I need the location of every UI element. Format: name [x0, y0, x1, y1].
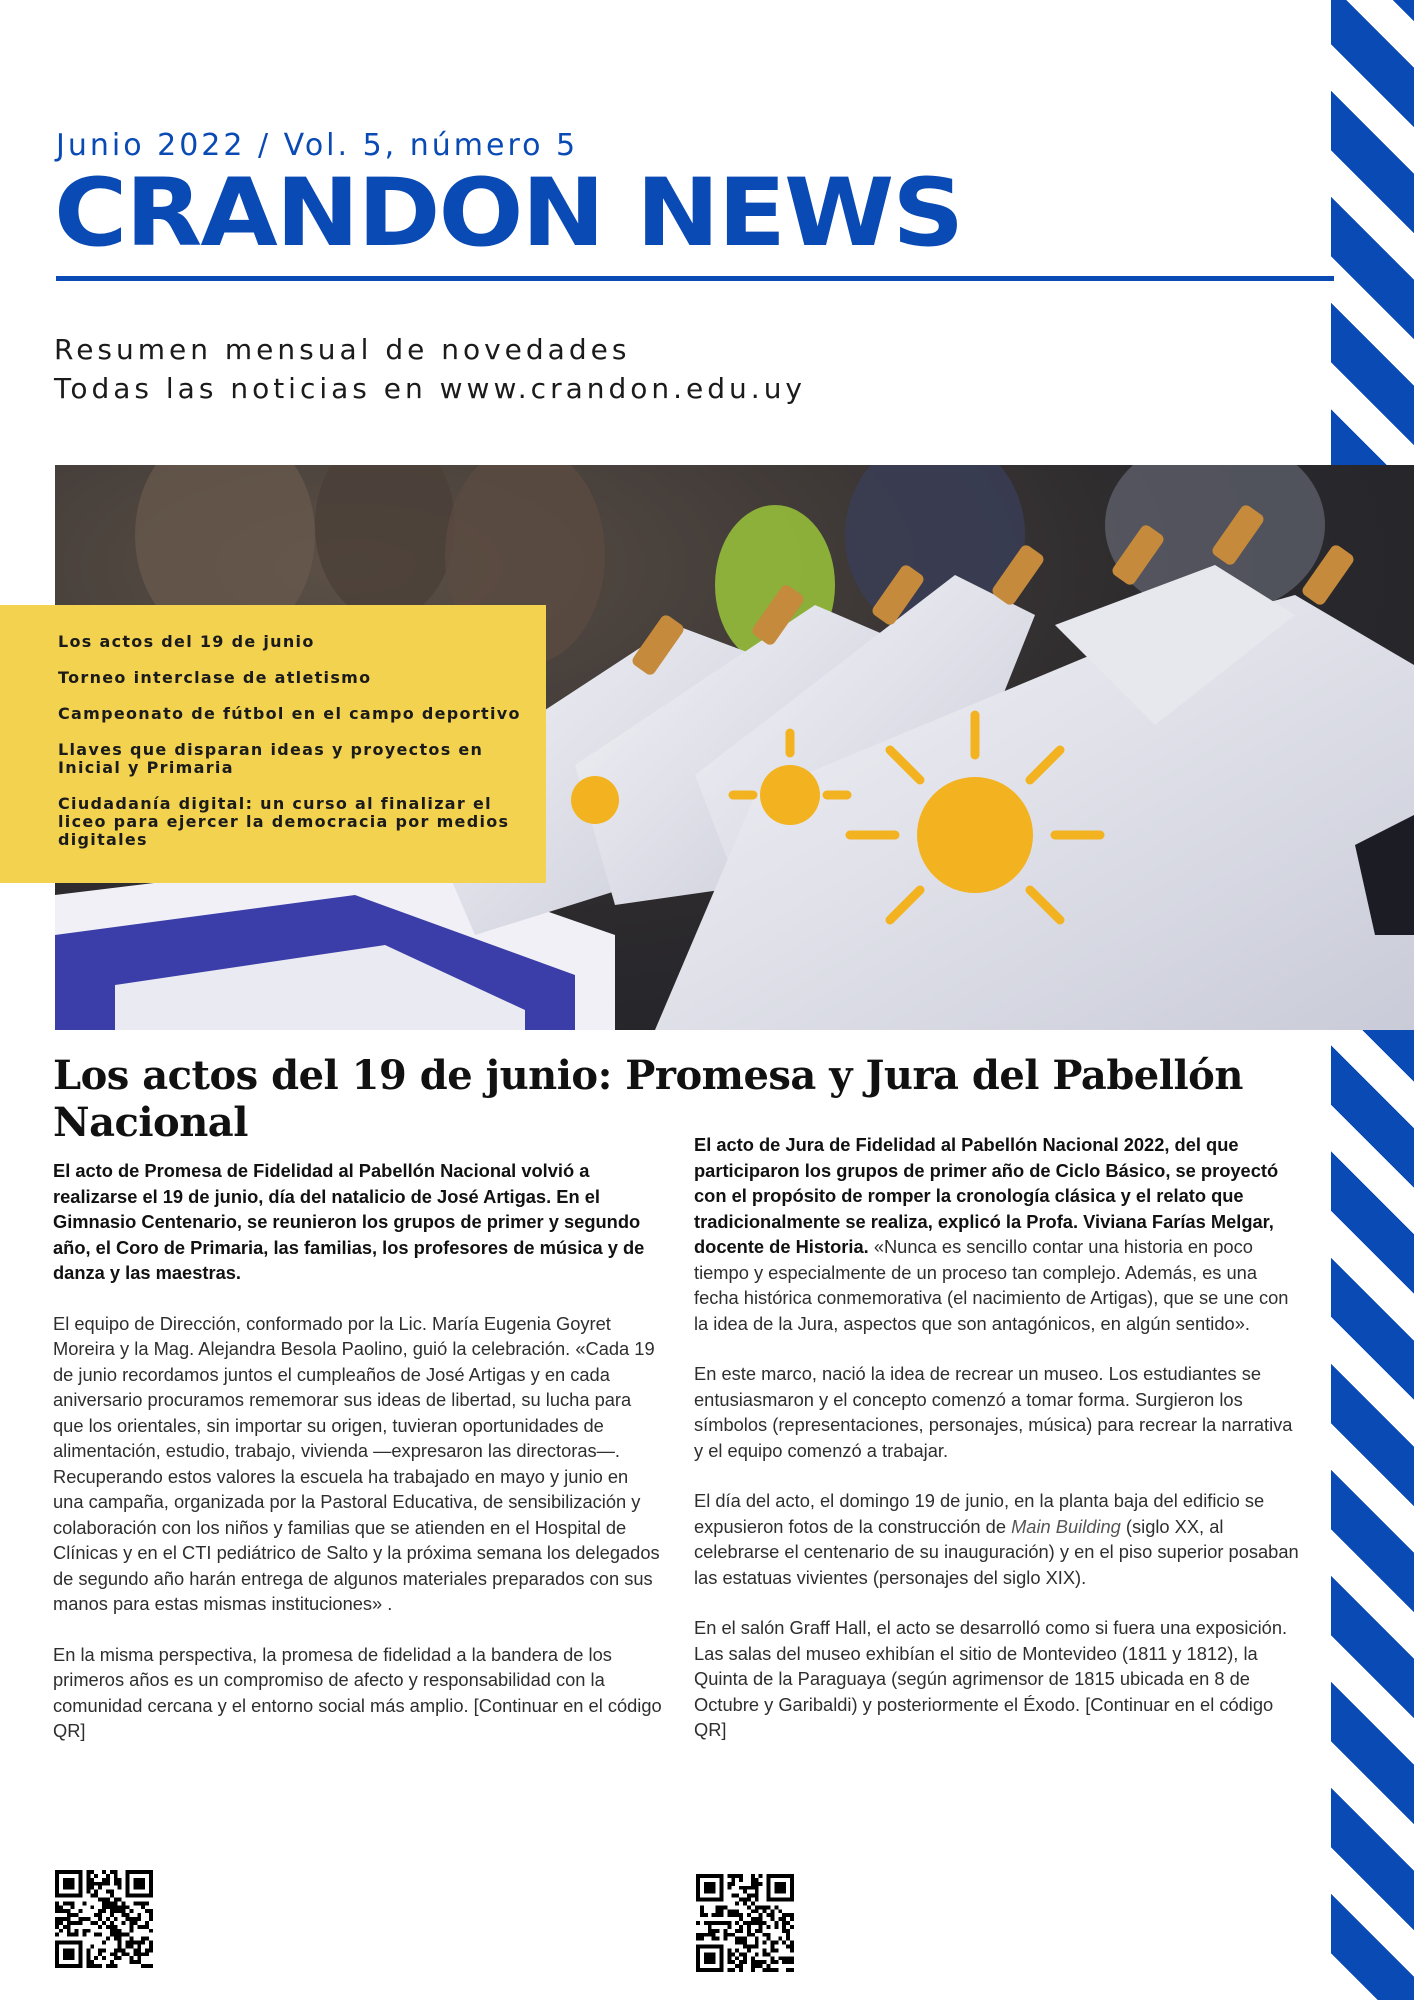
- toc-item[interactable]: Los actos del 19 de junio: [58, 632, 315, 651]
- toc-item[interactable]: Torneo interclase de atletismo: [58, 668, 372, 687]
- article-paragraph: En este marco, nació la idea de recrear un museo. Los estudiantes se entusiasmaron y el concepto comenzó a tomar forma. Surgieron los símbolos (representaciones, personajes, música) para recrear la narrativa y el equipo comenzó a trabajar.: [694, 1363, 1293, 1461]
- building-name: Main Building: [1011, 1515, 1121, 1537]
- article-headline: Los actos del 19 de junio: Promesa y Jura del Pabellón Nacional: [53, 1052, 1243, 1146]
- article-paragraph: En la misma perspectiva, la promesa de fidelidad a la bandera de los primeros años es un compromiso de afecto y responsabilidad con la comunidad cercana y el entorno social más amplio. [Continuar en el código QR]: [53, 1643, 662, 1741]
- tagline-website[interactable]: Todas las noticias en www.crandon.edu.uy: [54, 372, 807, 405]
- toc-item[interactable]: Ciudadanía digital: un curso al finalizar el liceo para ejercer la democracia por medios digitales: [58, 794, 510, 849]
- article-column-right: [694, 1132, 1306, 1768]
- qr-code-left[interactable]: [55, 1870, 153, 1968]
- tagline: [54, 330, 806, 408]
- article-paragraph: [694, 1488, 1306, 1590]
- tagline-summary: Resumen mensual de novedades: [54, 333, 631, 366]
- masthead-title: CRANDON NEWS: [54, 157, 963, 268]
- issue-line: Junio 2022 / Vol. 5, número 5: [56, 128, 579, 163]
- paragraph-text: El día del acto, el domingo 19 de junio, en la planta baja del edificio se expusieron fotos de la construcción de: [694, 1490, 1265, 1537]
- lead-text: El acto de Jura de Fidelidad al Pabellón Nacional 2022, del que participaron los grupos de primer año de Ciclo Básico, se proyectó con el propósito de romper la cronología clásica y el relato que tradicionalmente se realiza, explicó la Profa. Viviana Farías Melgar, docente de Historia.: [694, 1134, 1279, 1257]
- quote-text: «Nunca es sencillo contar una historia en poco tiempo y especialmente de un proceso tan complejo. Además, es una fecha histórica conmemorativa (el nacimiento de Artigas), que se une con la idea de la Jura, aspectos que son antagónicos, en algún sentido».: [694, 1236, 1289, 1334]
- article-column-left: [53, 1158, 663, 1769]
- article-lead-paragraph: El acto de Promesa de Fidelidad al Pabellón Nacional volvió a realizarse el 19 de junio, día del natalicio de José Artigas. En el Gimnasio Centenario, se reunieron los grupos de primer y segundo año, el Coro de Primaria, las familias, los profesores de música y de danza y las maestras.: [53, 1160, 645, 1283]
- contents-box: [0, 605, 546, 883]
- paragraph-text: (siglo XX, al celebrarse el centenario de su inauguración) y en el piso superior posaban las estatuas vivientes (personajes del siglo XIX).: [694, 1515, 1299, 1588]
- article-lead-paragraph: [694, 1132, 1306, 1336]
- toc-item[interactable]: Llaves que disparan ideas y proyectos en Inicial y Primaria: [58, 740, 484, 777]
- toc-item[interactable]: Campeonato de fútbol en el campo deportivo: [58, 704, 521, 723]
- qr-code-right[interactable]: [696, 1874, 794, 1972]
- article-paragraph: El equipo de Dirección, conformado por la Lic. María Eugenia Goyret Moreira y la Mag. Alejandra Besola Paolino, guió la celebración. «Cada 19 de junio recordamos juntos el cumpleaños de José Artigas y en cada aniversario procuramos rememorar sus ideas de libertad, su lucha para que los orientales, sin importar su origen, tuvieran oportunidades de alimentación, estudio, trabajo, vivienda —expresaron las directoras—. Recuperando estos valores la escuela ha trabajado en mayo y junio en una campaña, organizada por la Pastoral Educativa, de sensibilización y colaboración con los niños y familias que se atienden en el Hospital de Clínicas y en el CTI pediátrico de Salto y la próxima semana los delegados de segundo año harán entrega de algunos materiales preparados con sus manos para estas mismas instituciones» .: [53, 1312, 660, 1614]
- article-paragraph: En el salón Graff Hall, el acto se desarrolló como si fuera una exposición. Las salas del museo exhibían el sitio de Montevideo (1811 y 1812), la Quinta de la Paraguaya (según agrimensor de 1815 ubicada en 8 de Octubre y Garibaldi) y posteriormente el Éxodo. [Continuar en el código QR]: [694, 1617, 1288, 1740]
- masthead-divider: [56, 276, 1334, 281]
